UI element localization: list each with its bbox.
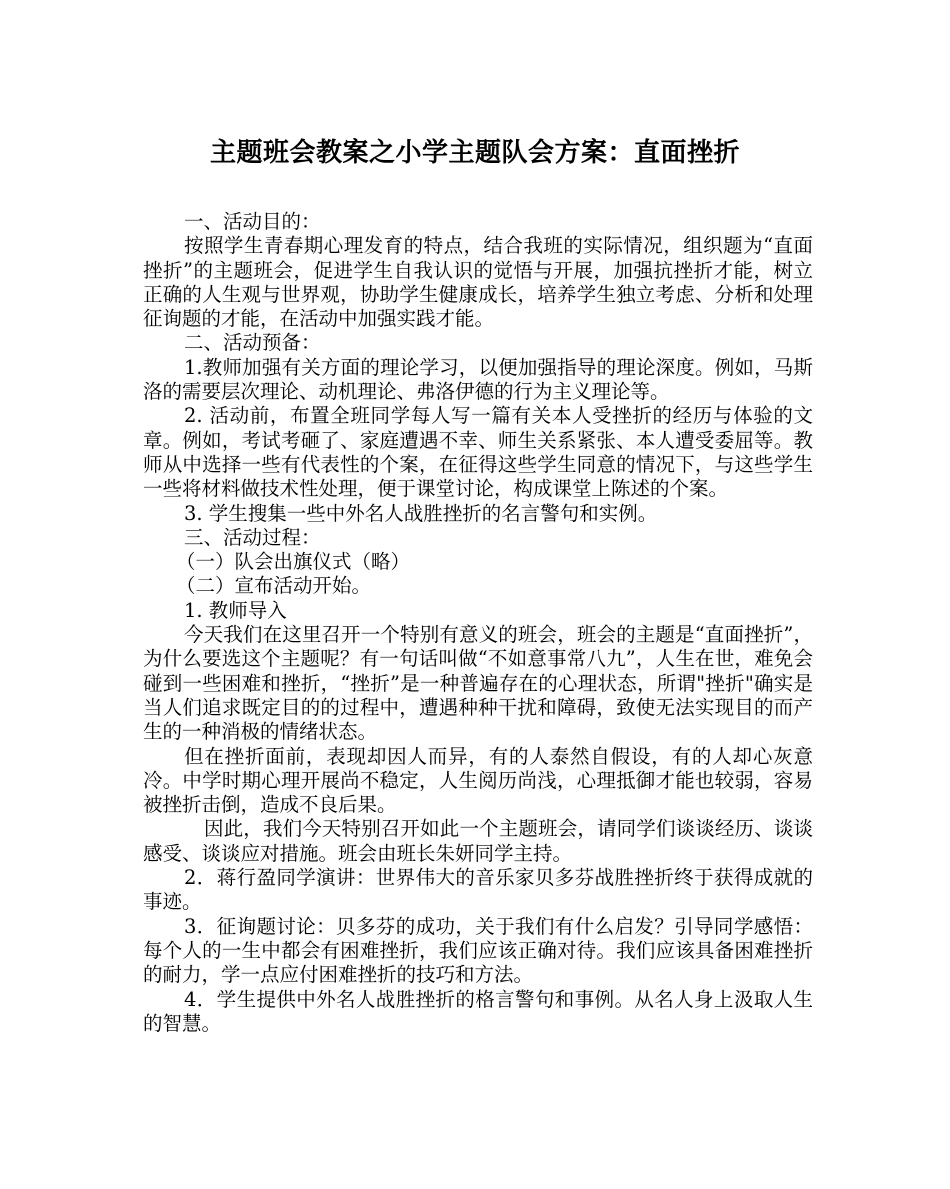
paragraph-process-1: （一）队会出旗仪式（略） (176, 550, 411, 574)
paragraph-discussion: 3．征询题讨论：贝多芬的成功，关于我们有什么启发？引导同学感悟：每个人的一生中都会有困难挫折，我们应该正确对待。我们应该具备困难挫折的耐力，学一点应付困难挫折的技巧和方法。 (143, 914, 813, 987)
paragraph-prep-2: 2. 活动前，布置全班同学每人写一篇有关本人受挫折的经历与体验的文章。例如，考试考砸了、家庭遭遇不幸、师生关系紧张、本人遭受委屈等。教师从中选择一些有代表性的个案，在征得这些学生同意的情况下，与这些学生一些将材料做技术性处理，便于课堂讨论，构成课堂上陈述的个案。 (143, 404, 813, 501)
paragraph-purpose: 按照学生青春期心理发育的特点，结合我班的实际情况，组织题为“直面挫折”的主题班会，促进学生自我认识的觉悟与开展，加强抗挫折才能，树立正确的人生观与世界观，协助学生健康成长，培养学生独立考虑、分析和处理征询题的才能，在活动中加强实践才能。 (143, 234, 813, 331)
document-body (143, 210, 813, 1036)
paragraph-reactions: 但在挫折面前，表现却因人而异，有的人泰然自假设，有的人却心灰意冷。中学时期心理开展尚不稳定，人生阅历尚浅，心理抵御才能也较弱，容易被挫折击倒，造成不良后果。 (143, 744, 813, 817)
paragraph-speech: 2．蒋行盈同学演讲：世界伟大的音乐家贝多芬战胜挫折终于获得成就的事迹。 (143, 866, 813, 914)
section-heading-process: 三、活动过程： (184, 525, 321, 549)
paragraph-meeting-host: 因此，我们今天特别召开如此一个主题班会，请同学们谈谈经历、谈谈感受、谈谈应对措施。班会由班长朱妍同学主持。 (143, 817, 813, 865)
paragraph-teacher-intro: 今天我们在这里召开一个特别有意义的班会，班会的主题是“直面挫折”，为什么要选这个主题呢？有一句话叫做“不如意事常八九”，人生在世，难免会碰到一些困难和挫折，“挫折”是一种普遍存在的心理状态，所谓"挫折"确实是当人们追求既定目的的过程中，遭遇种种干扰和障碍，致使无法实现目的而产生的一种消极的情绪状态。 (143, 623, 813, 744)
paragraph-process-2: （二）宣布活动开始。 (176, 574, 372, 598)
section-heading-preparation: 二、活动预备： (184, 331, 321, 355)
document-title: 主题班会教案之小学主题队会方案：直面挫折 (209, 138, 740, 168)
paragraph-quotes: 4．学生提供中外名人战胜挫折的格言警句和事例。从名人身上汲取人生的智慧。 (143, 987, 813, 1035)
section-heading-purpose: 一、活动目的： (184, 210, 321, 233)
paragraph-teacher-intro-heading: 1. 教师导入 (184, 598, 287, 622)
paragraph-prep-3: 3. 学生搜集一些中外名人战胜挫折的名言警句和实例。 (184, 501, 658, 525)
paragraph-prep-1: 1.教师加强有关方面的理论学习，以便加强指导的理论深度。例如，马斯洛的需要层次理论、动机理论、弗洛伊德的行为主义理论等。 (143, 355, 813, 404)
